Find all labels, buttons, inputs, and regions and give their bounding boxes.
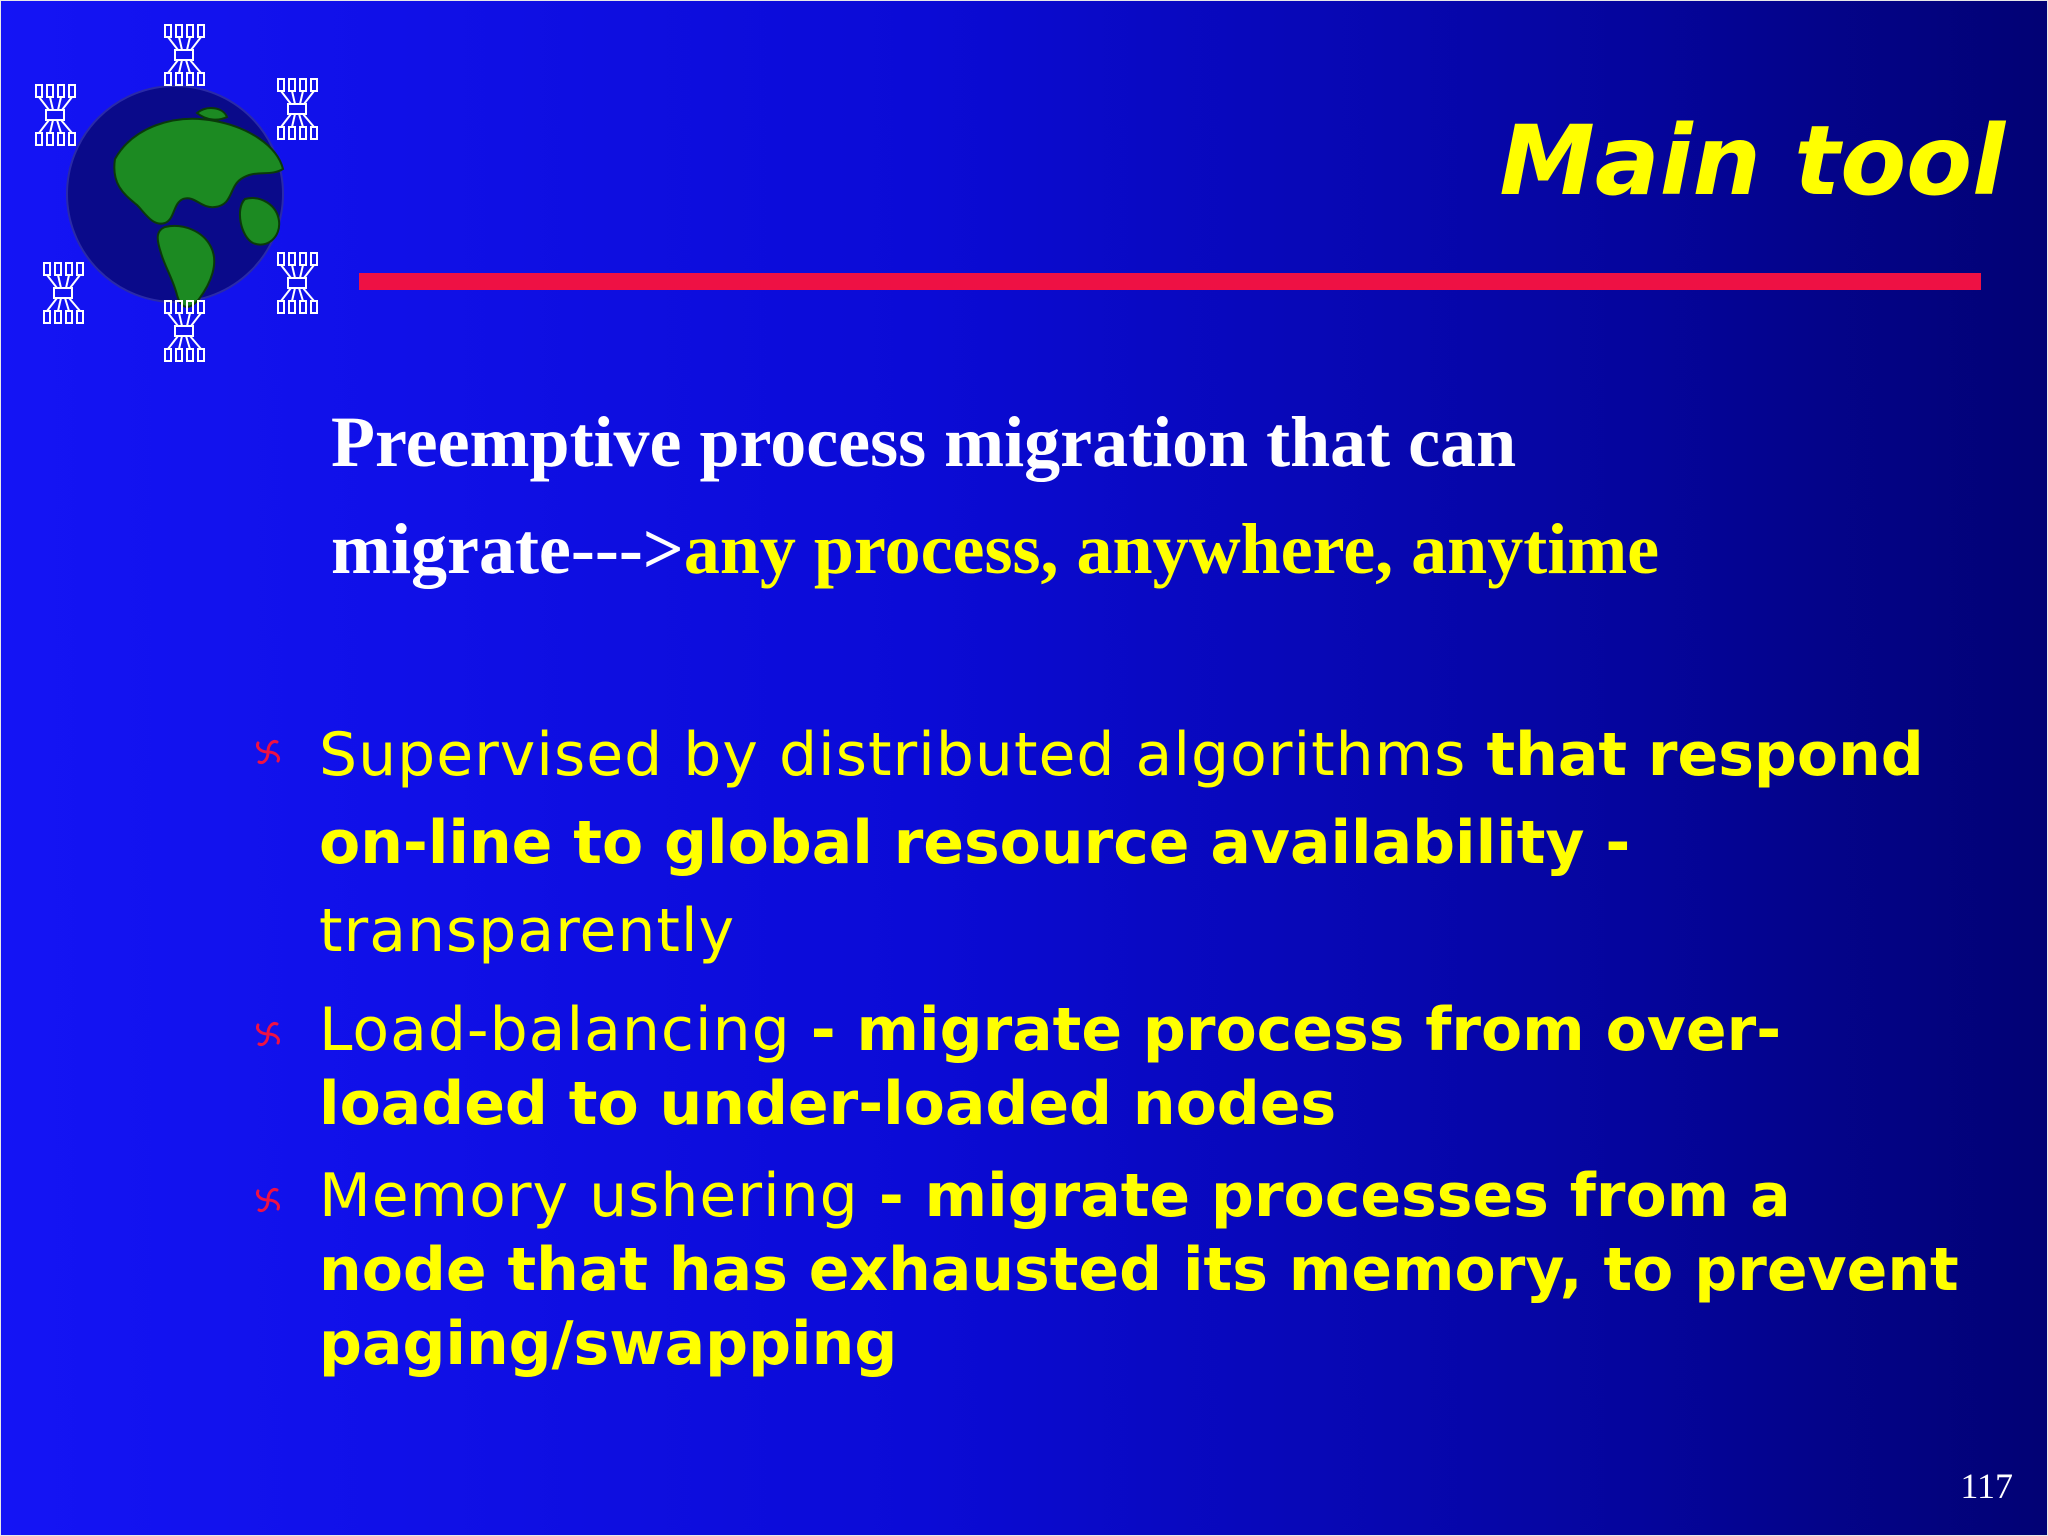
bullet-3-emphasis: - migrate processes from a node that has exhausted its memory, to prevent paging/swapping: [319, 1161, 1959, 1379]
title-underline: [359, 273, 1981, 290]
pinwheel-bullet-icon: [251, 1183, 285, 1217]
pinwheel-bullet-icon: [251, 735, 285, 769]
bullet-item: [251, 993, 1971, 1141]
intro-line-2-prefix: migrate--->: [331, 509, 684, 589]
bullet-3-lead: Memory ushering: [319, 1161, 879, 1231]
intro-line-1: Preemptive process migration that can: [331, 402, 1517, 482]
bullet-1-lead: Supervised by distributed algorithms: [319, 720, 1487, 790]
bullet-2-emphasis: - migrate process from over-loaded to under-loaded nodes: [319, 995, 1782, 1139]
pinwheel-bullet-icon: [251, 1017, 285, 1051]
intro-statement: [331, 389, 1891, 603]
globe-network-icon: [15, 9, 335, 379]
slide-title: Main tool: [1499, 105, 2005, 217]
bullet-1-emphasis: that respond on-line to global resource availability -: [319, 720, 1924, 878]
bullet-list: [251, 711, 1971, 1399]
intro-line-2-highlight: any process, anywhere, anytime: [683, 509, 1660, 589]
bullet-1-trail: transparently: [319, 896, 736, 966]
page-number: 117: [1960, 1466, 2013, 1506]
bullet-2-lead: Load-balancing: [319, 995, 811, 1065]
bullet-item: [251, 1159, 1971, 1381]
bullet-item: [251, 711, 1971, 975]
